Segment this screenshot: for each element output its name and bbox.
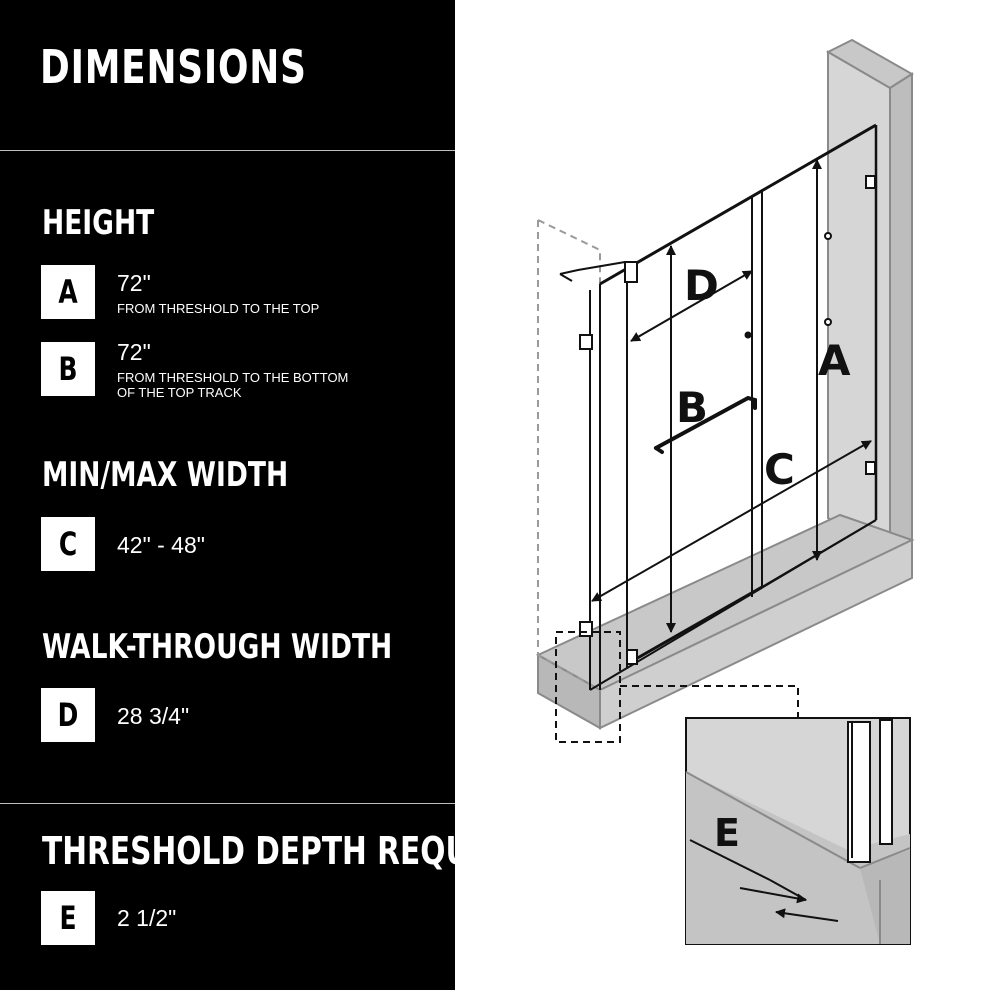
label-a: A (818, 336, 851, 385)
width-heading: MIN/MAX WIDTH (42, 455, 289, 495)
label-b: B (676, 383, 709, 432)
badge-e-letter: E (59, 899, 77, 937)
walk-heading: WALK-THROUGH WIDTH (42, 627, 393, 667)
wall (828, 40, 912, 555)
height-b-value: 72" (117, 339, 151, 365)
threshold-detail-inset (686, 718, 910, 944)
badge-c (41, 517, 95, 571)
badge-a-letter: A (58, 273, 78, 311)
label-c: C (764, 445, 795, 494)
title-divider (0, 150, 455, 151)
shower-door-diagram (455, 0, 990, 990)
badge-a (41, 265, 95, 319)
label-e: E (714, 811, 740, 855)
walk-d-value: 28 3/4" (117, 703, 190, 729)
threshold-divider (0, 803, 455, 804)
height-heading: HEIGHT (42, 203, 155, 243)
badge-e (41, 891, 95, 945)
badge-c-letter: C (58, 525, 78, 563)
threshold-e-value: 2 1/2" (117, 905, 177, 931)
height-a-note: FROM THRESHOLD TO THE TOP (117, 301, 320, 316)
badge-b (41, 342, 95, 396)
badge-d (41, 688, 95, 742)
badge-b-letter: B (58, 350, 78, 388)
height-b-note: FROM THRESHOLD TO THE BOTTOM OF THE TOP TRACK (117, 370, 349, 400)
label-d: D (684, 261, 719, 310)
badge-d-letter: D (57, 696, 79, 734)
threshold-heading: THRESHOLD DEPTH REQUIRED (42, 829, 549, 873)
width-c-value: 42" - 48" (117, 532, 205, 558)
height-a-value: 72" (117, 270, 151, 296)
threshold-curb (538, 515, 912, 728)
page-title: DIMENSIONS (40, 40, 307, 94)
